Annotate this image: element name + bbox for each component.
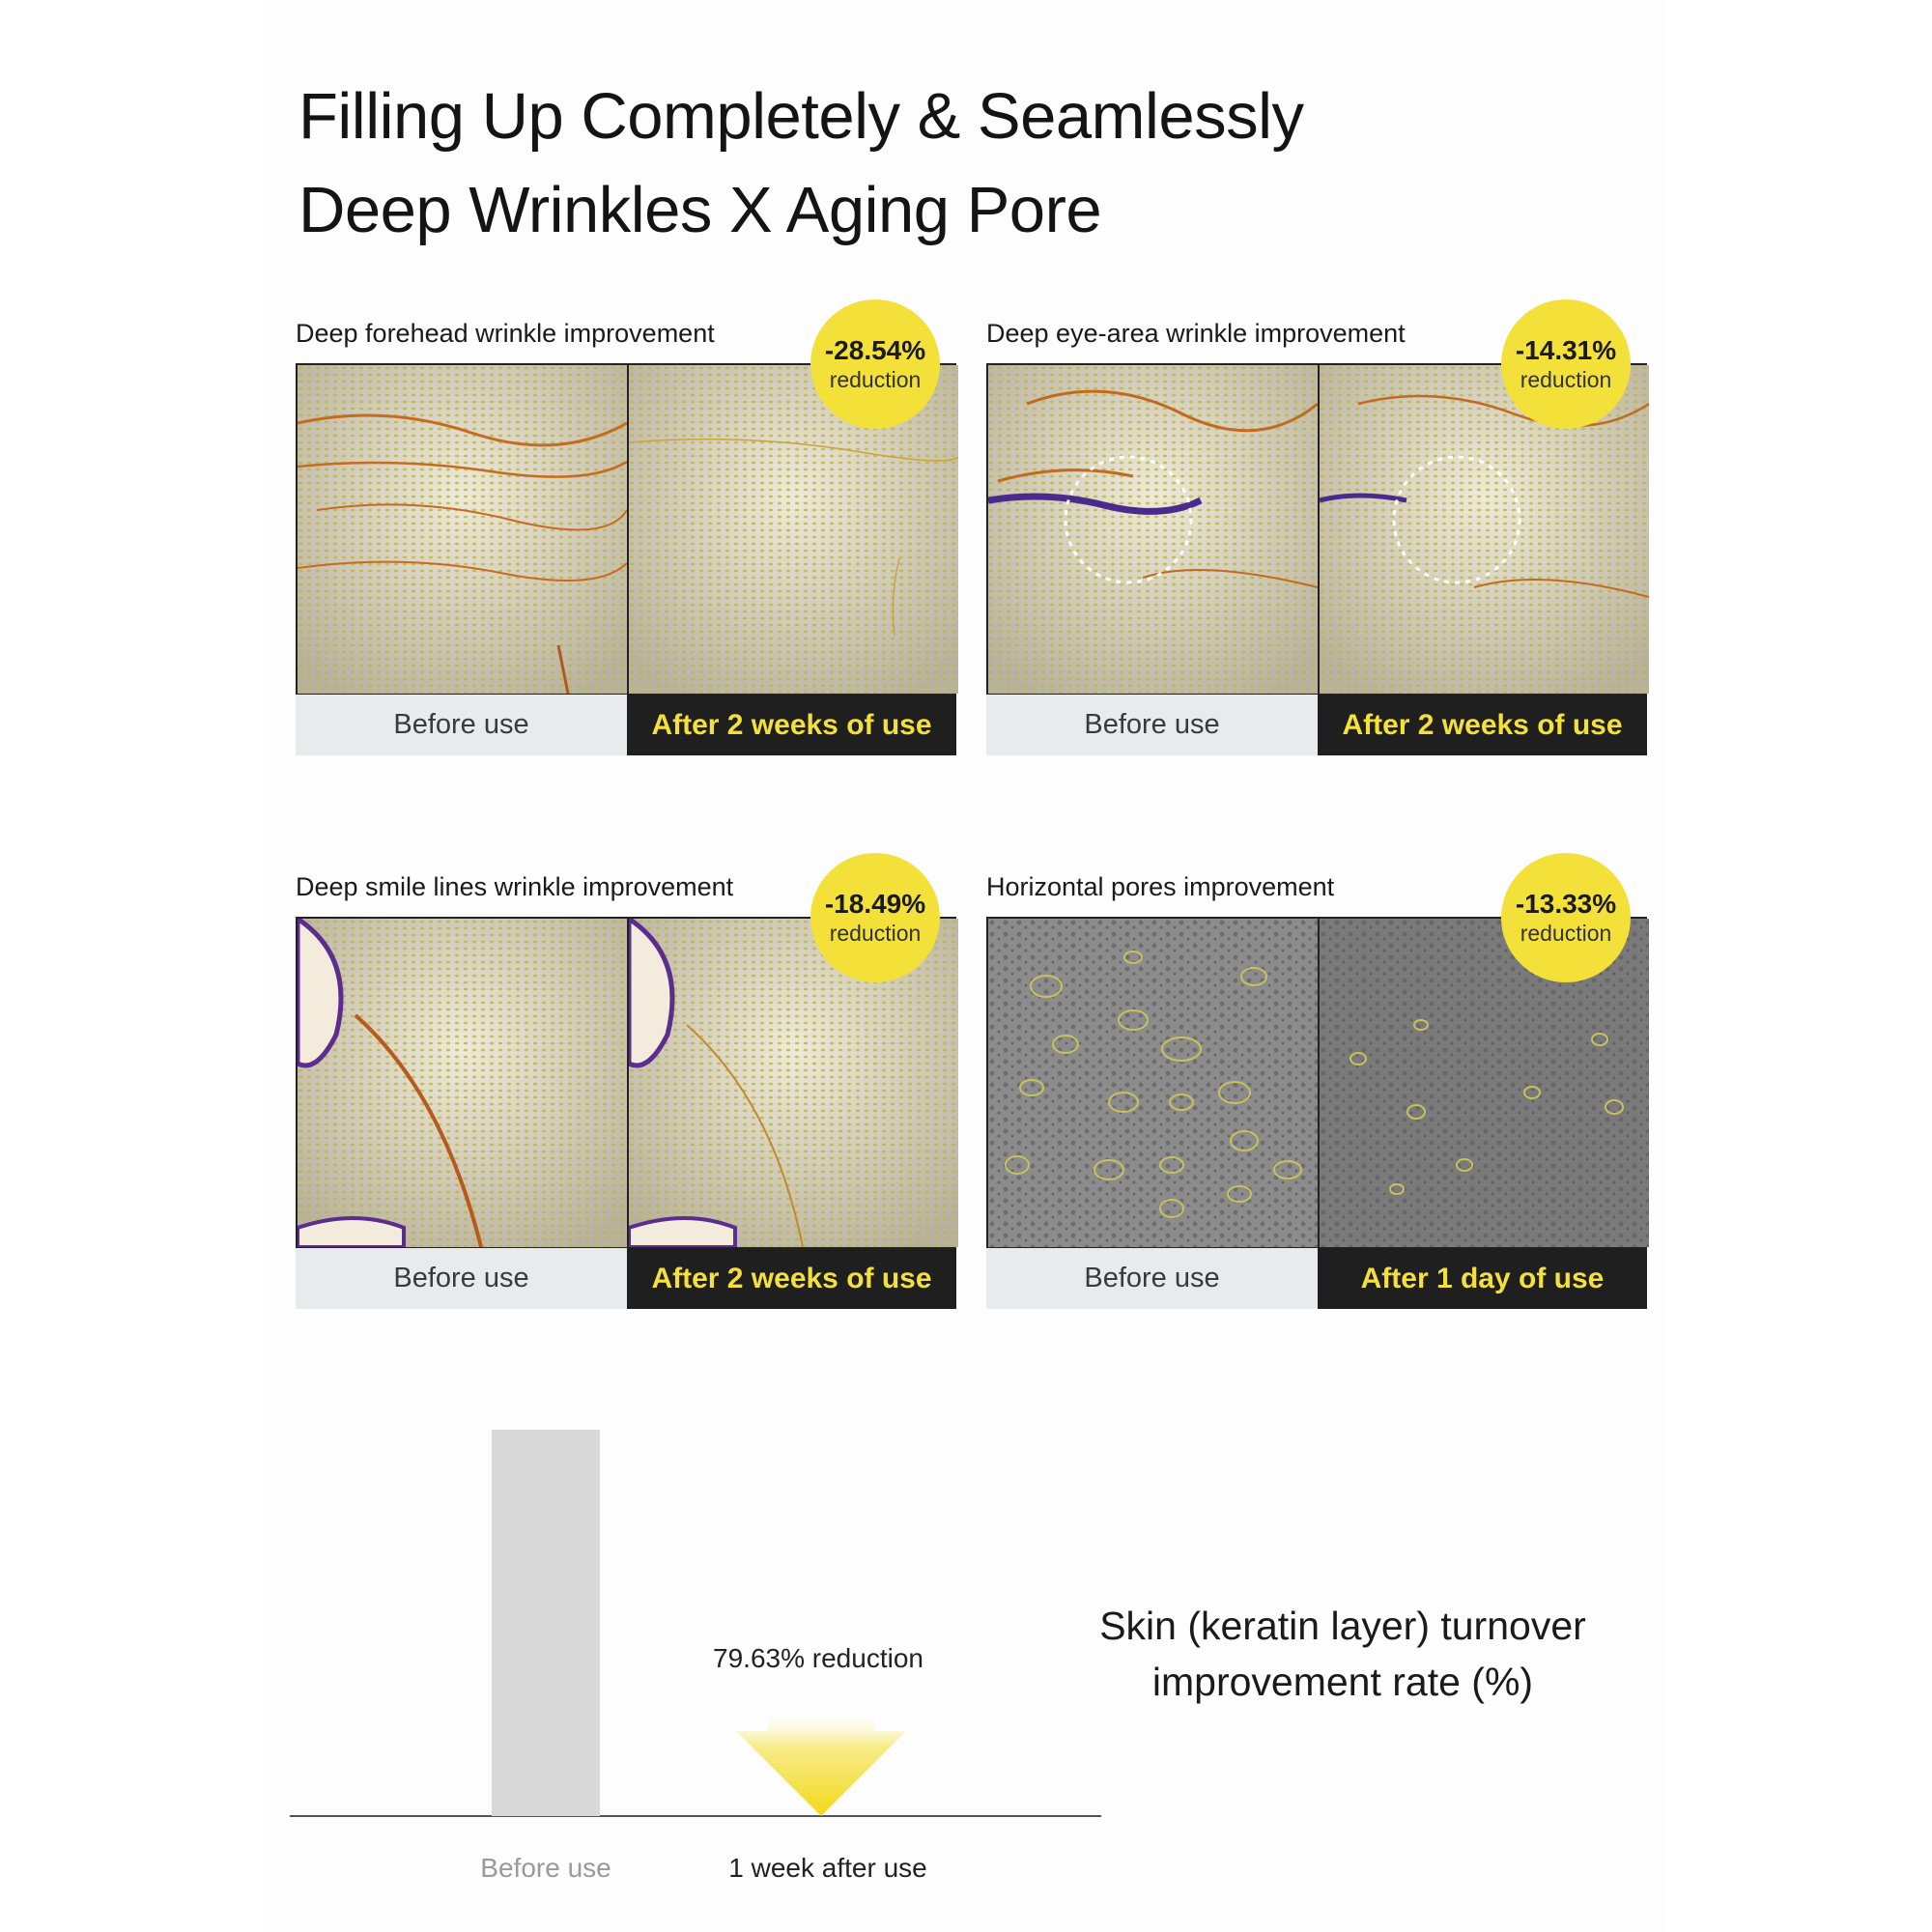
badge-text: reduction	[829, 921, 922, 946]
page-title-line-2: Deep Wrinkles X Aging Pore	[298, 174, 1102, 246]
bar-before-use	[492, 1430, 600, 1816]
before-caption: Before use	[986, 695, 1318, 755]
page-title	[298, 70, 1303, 257]
before-caption: Before use	[986, 1248, 1318, 1309]
panel-label: Deep smile lines wrinkle improvement	[296, 872, 734, 901]
x-tick-label-before: Before use	[480, 1853, 611, 1883]
after-caption: After 2 weeks of use	[627, 695, 956, 755]
badge-value: -18.49%	[824, 889, 926, 919]
badge-text: reduction	[1520, 367, 1612, 392]
page-title-line-1: Filling Up Completely & Seamlessly	[298, 80, 1304, 153]
before-caption: Before use	[296, 1248, 627, 1309]
before-image	[298, 919, 627, 1247]
reduction-badge	[810, 853, 940, 982]
badge-value: -14.31%	[1515, 335, 1617, 365]
eye-area-wrinkle-panel	[986, 319, 1647, 802]
reduction-annotation: 79.63% reduction	[713, 1642, 923, 1673]
chart-title: Skin (keratin layer) turnover improvement rate (%)	[1099, 1604, 1586, 1704]
smile-lines-wrinkle-panel	[296, 872, 956, 1355]
badge-text: reduction	[1520, 921, 1612, 946]
reduction-badge	[810, 299, 940, 429]
reduction-badge	[1501, 299, 1631, 429]
before-caption: Before use	[296, 695, 627, 755]
panel-label: Deep eye-area wrinkle improvement	[986, 319, 1406, 348]
turnover-chart-svg	[290, 1401, 1101, 1922]
after-caption: After 1 day of use	[1318, 1248, 1647, 1309]
x-tick-label-after: 1 week after use	[728, 1853, 927, 1883]
panel-label: Horizontal pores improvement	[986, 872, 1335, 901]
reduction-badge	[1501, 853, 1631, 982]
forehead-wrinkle-panel	[296, 319, 956, 802]
before-image	[298, 365, 627, 694]
before-image	[988, 919, 1318, 1247]
horizontal-pores-panel	[986, 872, 1647, 1355]
badge-value: -13.33%	[1515, 889, 1617, 919]
bar-after-use-arrow	[736, 1709, 906, 1816]
panel-label: Deep forehead wrinkle improvement	[296, 319, 715, 348]
badge-value: -28.54%	[824, 335, 926, 365]
after-caption: After 2 weeks of use	[1318, 695, 1647, 755]
before-image	[988, 365, 1318, 694]
turnover-chart	[290, 1401, 1101, 1922]
after-caption: After 2 weeks of use	[627, 1248, 956, 1309]
badge-text: reduction	[829, 367, 922, 392]
